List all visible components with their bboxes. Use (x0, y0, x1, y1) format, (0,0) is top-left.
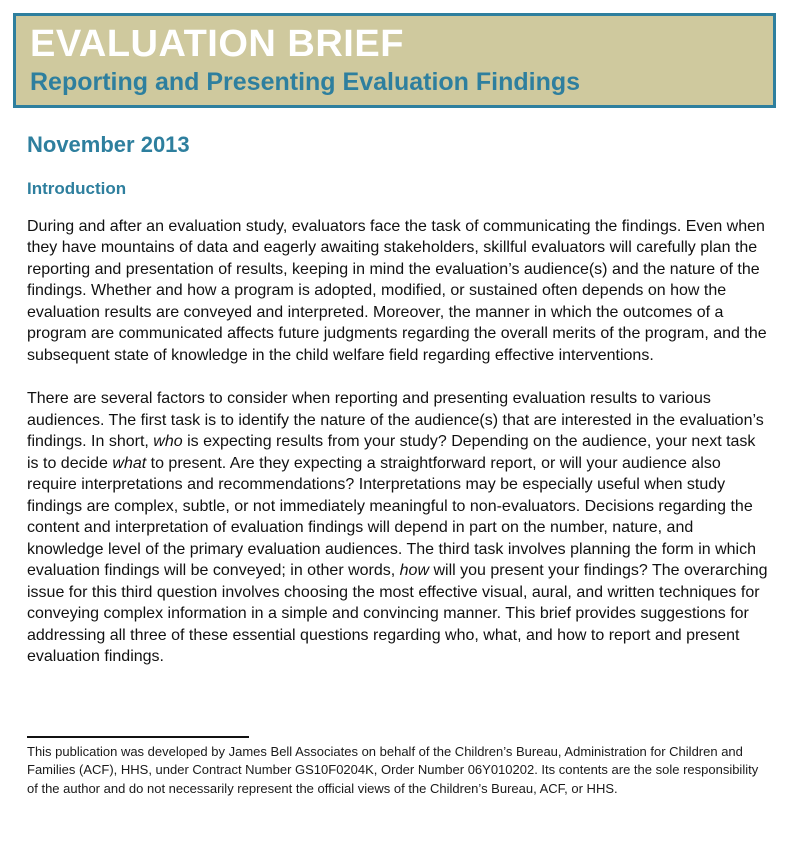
paragraph-segment: to present. Are they expecting a straightforward report, or will your audience also require interpretations and recommendations? Interpretations may be especially useful when study findings are complex, subtle, or not immediately meaningful to non-evaluators. Decisions regarding the content and interpretation of evaluation findings will depend in part on the number, nature, and knowledge level of the primary evaluation audiences. The third task involves planning the form in which evaluation findings will be conveyed; in other words, (27, 454, 756, 580)
italic-word-who: who (153, 433, 183, 451)
paragraph-segment: will you present your findings? The overarching issue for this third question involves choosing the most effective visual, aural, and written techniques for conveying complex information in a simple and convincing manner. This brief provides suggestions for addressing all three of these essential questions regarding who, what, and how to report and present evaluation findings. (27, 562, 768, 666)
brief-series-title: EVALUATION BRIEF (30, 23, 404, 65)
paragraph-segment: There are several factors to consider when reporting and presenting evaluation results to various audiences. The first task is to identify the nature of the audience(s) that are interested in the evaluation’s findings. In short, (27, 390, 764, 451)
footnote-block (27, 736, 768, 798)
title-banner (13, 13, 776, 108)
footnote-text: This publication was developed by James Bell Associates on behalf of the Children’s Bureau, Administration for Children and Families (ACF), HHS, under Contract Number GS10F0204K, Order Number 06Y010202. Its contents are the sole responsibility of the author and do not necessarily represent the official views of the Children’s Bureau, ACF, or HHS. (27, 744, 759, 796)
intro-paragraph-2 (27, 388, 768, 668)
document-body (0, 132, 792, 668)
footnote-divider (27, 736, 249, 738)
brief-subtitle: Reporting and Presenting Evaluation Findings (30, 67, 581, 96)
section-heading-introduction: Introduction (27, 178, 127, 198)
intro-paragraph-1: During and after an evaluation study, evaluators face the task of communicating the findings. Even when they have mountains of data and eagerly awaiting stakeholders, skillful evaluators will carefully plan the reporting and presentation of results, keeping in mind the evaluation’s audience(s) and the nature of the findings. Whether and how a program is adopted, modified, or sustained often depends on how the evaluation results are conveyed and interpreted. Moreover, the manner in which the outcomes of a program are communicated affects future judgments regarding the overall merits of the program, and the subsequent state of knowledge in the child welfare field regarding effective interventions. (27, 217, 767, 364)
italic-word-how: how (399, 562, 430, 580)
italic-word-what: what (112, 454, 147, 472)
publication-date: November 2013 (27, 131, 190, 157)
paragraph-segment: is expecting results from your study? Depending on the audience, your next task is to decide (27, 433, 756, 472)
